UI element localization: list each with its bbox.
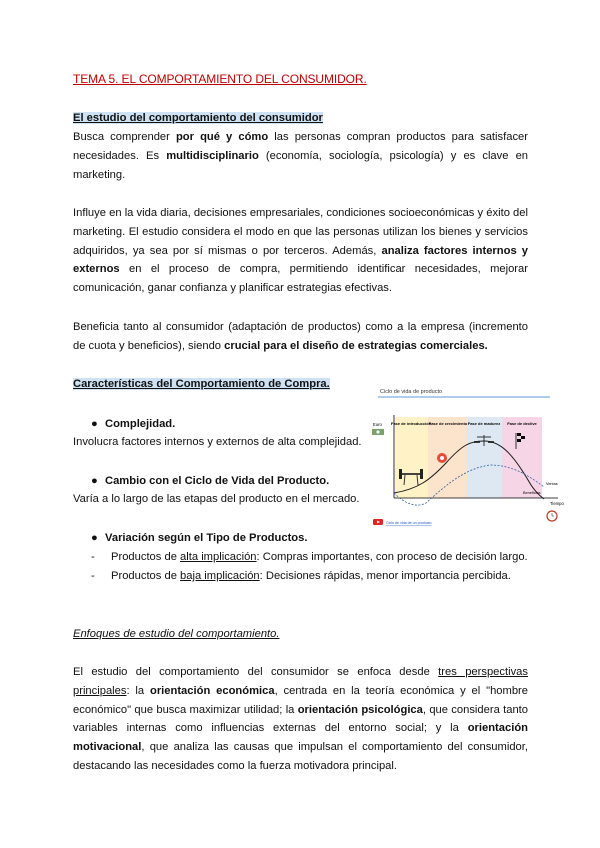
phase-band-crecimiento xyxy=(428,417,467,498)
section-heading-estudio: El estudio del comportamiento del consumidor xyxy=(73,112,323,124)
youtube-logo-icon xyxy=(373,519,383,525)
bullet-complejidad: ● Complejidad. xyxy=(91,418,176,430)
alarm-clock-icon xyxy=(547,511,557,521)
euro-money-icon xyxy=(372,429,384,435)
phase-label-introduccion: Fase de introducción xyxy=(390,421,432,426)
bullet-ciclo-vida: ● Cambio con el Ciclo de Vida del Producto. xyxy=(91,475,330,487)
phase-label-declive: Fase de declive xyxy=(507,421,537,426)
bullet-tipo-productos: ● Variación según el Tipo de Productos. xyxy=(91,532,308,544)
paragraph-influence: Influye en la vida diaria, decisiones empresariales, condiciones socioeconómicas y éxito del marketing. El estudio considera el modo en que las personas utilizan los bienes y servicios adquiridos, ya sea por sí mismas o por terceros. Además, analiza factores internos y externos en el proceso de compra, permitiendo identificar necesidades, mejorar comunicación, ganar confianza y planificar estrategias efectivas. xyxy=(73,207,528,295)
section-heading-enfoques: Enfoques de estudio del comportamiento. xyxy=(73,628,280,640)
figure-title: Ciclo de vida de producto xyxy=(380,389,443,395)
product-life-cycle-figure xyxy=(368,385,573,527)
legend-beneficios: Beneficios xyxy=(523,491,541,495)
text-ciclo-vida: Varía a lo largo de las etapas del producto en el mercado. xyxy=(73,493,360,505)
paragraph-benefits: Beneficia tanto al consumidor (adaptación de productos) como a la empresa (incremento de cuota y beneficios), siendo crucial para el diseño de estrategias comerciales. xyxy=(73,321,528,352)
phase-band-declive xyxy=(502,417,542,498)
text-complejidad: Involucra factores internos y externos de alta complejidad. xyxy=(73,436,362,448)
phase-band-madurez xyxy=(467,417,502,498)
legend-ventas: Ventas xyxy=(546,482,558,486)
phase-band-introduccion xyxy=(395,417,428,498)
bullet-dot-icon: ● xyxy=(91,532,98,544)
rocket-icon xyxy=(437,453,447,463)
phase-label-madurez: Fase de madurez xyxy=(467,421,501,426)
section-heading-caracteristicas: Características del Comportamiento de Compra. xyxy=(73,378,330,390)
phase-label-crecimiento: Fase de crecimiento xyxy=(428,421,468,426)
paragraph-intro: Busca comprender por qué y cómo las personas compran productos para satisfacer necesidades. Es multidisciplinario (economía, sociología, psicología) y es clave en marketing. xyxy=(73,131,529,181)
y-axis-label: Euro xyxy=(373,422,382,427)
page-title: TEMA 5. EL COMPORTAMIENTO DEL CONSUMIDOR. xyxy=(73,72,367,86)
x-axis-label: Tiempo xyxy=(550,501,564,506)
figure-footer-link[interactable]: Ciclo de vida de un producto xyxy=(386,521,432,525)
paragraph-enfoques: El estudio del comportamiento del consumidor se enfoca desde tres perspectivas principales: la orientación económica, centrada en la teoría económica y el "hombre económico" que busca maximizar utilidad; la orientación psicológica, que considera tanto variables internas como influencias externas del entorno social; y la orientación motivacional, que analiza las causas que impulsan el comportamiento del consumidor, destacando las necesidades como la fuerza motivadora principal. xyxy=(73,666,528,772)
bullet-dot-icon: ● xyxy=(91,475,98,487)
list-item-baja: - Productos de baja implicación: Decisiones rápidas, menor importancia percibida. xyxy=(91,570,511,582)
list-item-alta: - Productos de alta implicación: Compras importantes, con proceso de decisión largo. xyxy=(91,551,528,563)
bullet-dot-icon: ● xyxy=(91,418,98,430)
